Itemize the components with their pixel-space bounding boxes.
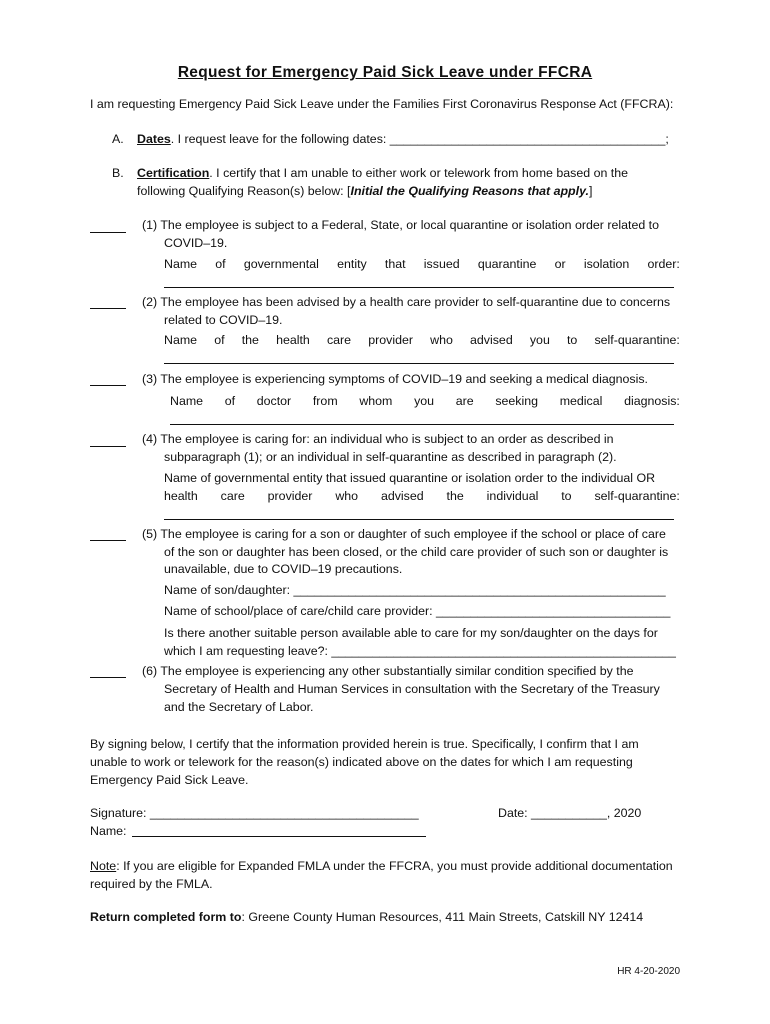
school-care-provider-field[interactable]: Name of school/place of care/child care provider: __________________________________ xyxy=(164,604,671,618)
reason-4-name-line[interactable] xyxy=(164,519,674,520)
son-daughter-name-field[interactable]: Name of son/daughter: ______________________________________________________ xyxy=(164,583,666,597)
return-text: : Greene County Human Resources, 411 Main Streets, Catskill NY 12414 xyxy=(241,910,644,924)
prompt-word: from xyxy=(312,394,338,408)
initial-blank-3[interactable] xyxy=(90,385,126,386)
prompt-word: Name xyxy=(164,257,198,271)
prompt-word: seeking xyxy=(495,394,539,408)
prompt-word: health xyxy=(164,489,198,503)
reason-3-name-line[interactable] xyxy=(170,424,674,425)
section-a xyxy=(137,132,669,146)
prompt-word: who xyxy=(335,489,359,503)
prompt-word: that xyxy=(384,257,406,271)
prompt-word: self-quarantine: xyxy=(594,333,680,347)
return-line xyxy=(90,910,643,924)
section-a-label: Dates xyxy=(137,132,171,146)
return-label: Return completed form to xyxy=(90,910,242,924)
prompt-word: doctor xyxy=(256,394,292,408)
prompt-word: advised xyxy=(470,333,513,347)
section-b-text-2: following Qualifying Reason(s) below: [ xyxy=(137,184,351,198)
prompt-word: issued xyxy=(423,257,460,271)
certify-line-2: unable to work or telework for the reason(s) indicated above on the dates for which I am requesting xyxy=(90,755,633,769)
reason-4-line-2: subparagraph (1); or an individual in self-quarantine as described in paragraph (2). xyxy=(164,450,617,464)
reason-2-line-2: related to COVID–19. xyxy=(164,313,283,327)
note-line-1 xyxy=(90,859,673,873)
note-line-2: required by the FMLA. xyxy=(90,877,213,891)
note-text: : If you are eligible for Expanded FMLA under the FFCRA, you must provide additional documentation xyxy=(116,859,673,873)
prompt-word: of xyxy=(224,394,236,408)
initial-blank-2[interactable] xyxy=(90,308,126,309)
intro-text: I am requesting Emergency Paid Sick Leave under the Families First Coronavirus Response Act (FFCRA): xyxy=(90,97,674,111)
initial-blank-4[interactable] xyxy=(90,446,126,447)
reason-2-name-line[interactable] xyxy=(164,363,674,364)
note-label: Note xyxy=(90,859,117,873)
reason-5-line-2: of the son or daughter has been closed, or the child care provider of such son or daughter is xyxy=(164,545,669,559)
prompt-word: isolation xyxy=(583,257,630,271)
certify-line-3: Emergency Paid Sick Leave. xyxy=(90,773,249,787)
prompt-word: health xyxy=(276,333,310,347)
signature-field[interactable]: Signature: _______________________________________ xyxy=(90,806,419,820)
prompt-word: provider xyxy=(368,333,413,347)
reason-5-line-3: unavailable, due to COVID–19 precautions. xyxy=(164,562,403,576)
reason-3-name-prompt xyxy=(170,394,680,408)
reason-3-line-1: (3) The employee is experiencing symptoms of COVID–19 and seeking a medical diagnosis. xyxy=(142,372,648,386)
prompt-word: care xyxy=(326,333,352,347)
section-b-line-2 xyxy=(137,184,592,198)
prompt-word: Name xyxy=(164,333,198,347)
other-caregiver-field[interactable]: which I am requesting leave?: __________________________________________________ xyxy=(164,644,676,658)
section-b-marker: B. xyxy=(112,166,124,180)
prompt-word: of xyxy=(215,257,226,271)
name-label: Name: xyxy=(90,824,127,838)
section-b-text: . I certify that I am unable to either work or telework from home based on the xyxy=(209,166,629,180)
reason-4-line-1: (4) The employee is caring for: an individual who is subject to an order as described in xyxy=(142,432,614,446)
reason-1-line-1: (1) The employee is subject to a Federal, State, or local quarantine or isolation order related to xyxy=(142,218,660,232)
reason-6-line-1: (6) The employee is experiencing any other substantially similar condition specified by the xyxy=(142,664,634,678)
form-title: Request for Emergency Paid Sick Leave under FFCRA xyxy=(177,64,593,81)
prompt-word: provider xyxy=(267,489,313,503)
reason-5-line-1: (5) The employee is caring for a son or daughter of such employee if the school or place of care xyxy=(142,527,666,541)
date-field[interactable]: Date: ___________, 2020 xyxy=(498,806,642,820)
reason-1-name-prompt xyxy=(164,257,680,271)
section-b-label: Certification xyxy=(137,166,210,180)
prompt-word: advised xyxy=(380,489,424,503)
prompt-word: medical xyxy=(559,394,603,408)
prompt-word: diagnosis: xyxy=(624,394,680,408)
form-code: HR 4-20-2020 xyxy=(617,966,680,977)
reason-6-line-2: Secretary of Health and Human Services in consultation with the Secretary of the Treasury xyxy=(164,682,660,696)
prompt-word: quarantine xyxy=(477,257,537,271)
reason-1-name-line[interactable] xyxy=(164,287,674,288)
prompt-word: are xyxy=(455,394,474,408)
certify-line-1: By signing below, I certify that the information provided herein is true. Specifically, I confirm that I am xyxy=(90,737,639,751)
prompt-word: whom xyxy=(359,394,393,408)
prompt-word: or xyxy=(554,257,566,271)
prompt-word: the xyxy=(446,489,464,503)
prompt-word: to xyxy=(561,489,572,503)
initial-blank-1[interactable] xyxy=(90,232,126,233)
prompt-word: governmental xyxy=(243,257,319,271)
prompt-word: care xyxy=(220,489,245,503)
reason-2-line-1: (2) The employee has been advised by a health care provider to self-quarantine due to concerns xyxy=(142,295,671,309)
reason-2-name-prompt xyxy=(164,333,680,347)
reason-4-line-3: Name of governmental entity that issued quarantine or isolation order to the individual OR xyxy=(164,471,656,485)
prompt-word: individual xyxy=(486,489,539,503)
prompt-word: Name xyxy=(170,394,204,408)
reason-6-line-3: and the Secretary of Labor. xyxy=(164,700,314,714)
reason-1-line-2: COVID–19. xyxy=(164,236,228,250)
section-a-marker: A. xyxy=(112,132,124,146)
other-caregiver-question: Is there another suitable person available able to care for my son/daughter on the days for xyxy=(164,626,658,640)
prompt-word: self-quarantine: xyxy=(594,489,680,503)
prompt-word: you xyxy=(414,394,435,408)
section-a-text: . I request leave for the following dates: ________________________________________; xyxy=(170,132,669,146)
prompt-word: to xyxy=(566,333,578,347)
initial-blank-5[interactable] xyxy=(90,540,126,541)
section-b-instruction: Initial the Qualifying Reasons that apply. xyxy=(350,184,589,198)
name-field[interactable] xyxy=(132,836,426,837)
section-b-text-end: ] xyxy=(588,184,593,198)
prompt-word: order: xyxy=(647,257,680,271)
prompt-word: of xyxy=(214,333,225,347)
initial-blank-6[interactable] xyxy=(90,677,126,678)
prompt-word: the xyxy=(241,333,259,347)
reason-4-name-prompt xyxy=(164,489,680,503)
section-b-line-1 xyxy=(137,166,628,180)
prompt-word: you xyxy=(529,333,550,347)
prompt-word: entity xyxy=(337,257,367,271)
prompt-word: who xyxy=(430,333,453,347)
